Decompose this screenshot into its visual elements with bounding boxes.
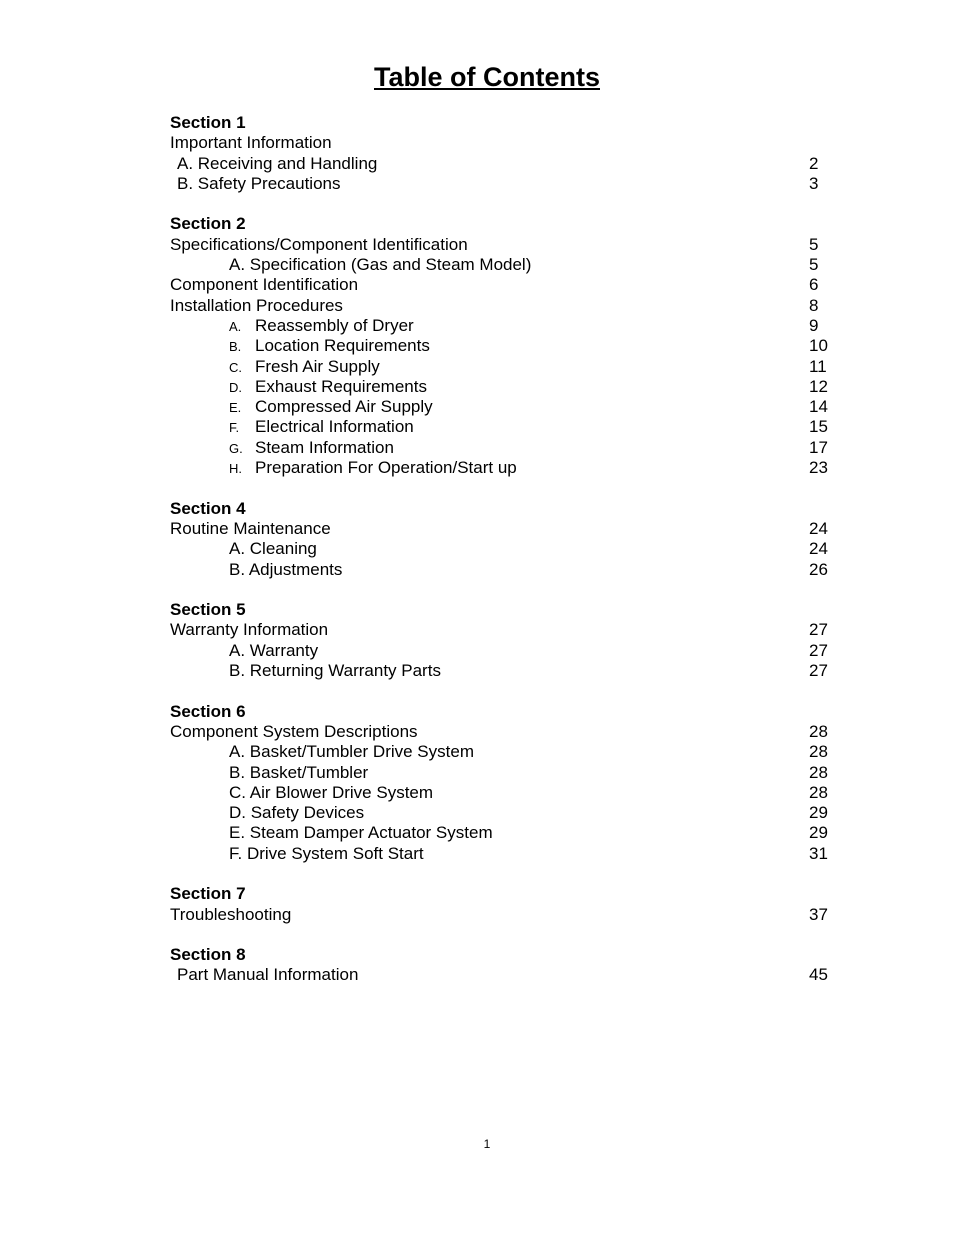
toc-entry-page-number: 9 (809, 315, 819, 335)
toc-entry-title: B. Adjustments (229, 559, 343, 579)
toc-entry-title: Compressed Air Supply (255, 397, 433, 417)
toc-entry-page-number: 28 (809, 742, 828, 762)
toc-entry-title: B. Basket/Tumbler (229, 762, 369, 782)
toc-entry (170, 560, 834, 580)
toc-entry-title: A. Cleaning (229, 539, 317, 559)
toc-entry-page-number: 27 (809, 661, 828, 681)
toc-entry-page-number: 27 (809, 640, 828, 660)
toc-entry-letter: C. (229, 359, 242, 375)
toc-entry-title: Specifications/Component Identification (170, 234, 468, 254)
toc-entry-title: A. Receiving and Handling (177, 153, 378, 173)
section-heading (170, 945, 834, 965)
toc-entry-title: Part Manual Information (177, 965, 359, 985)
toc-entry-letter: D. (229, 379, 242, 395)
toc-entry (170, 763, 834, 783)
toc-entry-page-number: 2 (809, 153, 819, 173)
toc-entry-letter: H. (229, 461, 242, 477)
section-heading-text: Section 5 (170, 600, 246, 620)
toc-entry (170, 255, 834, 275)
toc-entry (170, 783, 834, 803)
table-of-contents (170, 113, 834, 1006)
toc-entry-page-number: 15 (809, 417, 828, 437)
toc-entry (170, 620, 834, 640)
toc-entry-page-number: 28 (809, 762, 828, 782)
toc-entry-page-number: 10 (809, 336, 828, 356)
section-heading-text: Section 6 (170, 701, 246, 721)
toc-entry-title: Location Requirements (255, 336, 430, 356)
toc-entry (170, 844, 834, 864)
toc-entry-title: Routine Maintenance (170, 518, 331, 538)
toc-entry (170, 336, 834, 356)
section-heading-text: Section 4 (170, 498, 246, 518)
toc-entry (170, 275, 834, 295)
toc-entry-title: A. Specification (Gas and Steam Model) (229, 255, 532, 275)
toc-entry-page-number: 14 (809, 397, 828, 417)
toc-entry (170, 722, 834, 742)
section-heading (170, 600, 834, 620)
toc-entry-title: D. Safety Devices (229, 803, 365, 823)
toc-entry-page-number: 27 (809, 620, 828, 640)
toc-entry-page-number: 37 (809, 904, 828, 924)
toc-entry (170, 438, 834, 458)
toc-entry (170, 458, 834, 478)
toc-entry-page-number: 28 (809, 782, 828, 802)
section-heading (170, 499, 834, 519)
toc-entry-letter: G. (229, 440, 243, 456)
toc-entry-letter: F. (229, 420, 240, 436)
toc-entry (170, 377, 834, 397)
toc-entry-title: A. Warranty (229, 640, 319, 660)
toc-entry (170, 661, 834, 681)
toc-entry-title: Preparation For Operation/Start up (255, 458, 517, 478)
toc-entry-page-number: 31 (809, 843, 828, 863)
section-heading-text: Section 8 (170, 945, 246, 965)
toc-entry-title: Steam Information (255, 437, 394, 457)
toc-entry-letter: B. (229, 339, 242, 355)
toc-entry (170, 823, 834, 843)
toc-entry (170, 357, 834, 377)
toc-entry-page-number: 28 (809, 721, 828, 741)
toc-entry (170, 803, 834, 823)
toc-entry-page-number: 17 (809, 437, 828, 457)
toc-entry-title: Installation Procedures (170, 295, 343, 315)
toc-entry (170, 965, 834, 985)
section-heading (170, 884, 834, 904)
toc-entry-page-number: 29 (809, 823, 828, 843)
toc-entry-title: C. Air Blower Drive System (229, 782, 434, 802)
toc-entry (170, 905, 834, 925)
toc-entry (170, 316, 834, 336)
toc-section (170, 113, 834, 194)
toc-entry (170, 174, 834, 194)
toc-entry-letter: E. (229, 400, 242, 416)
toc-entry-title: F. Drive System Soft Start (229, 843, 424, 863)
toc-entry-page-number: 3 (809, 173, 819, 193)
section-heading (170, 113, 834, 133)
toc-entry-title: Exhaust Requirements (255, 376, 427, 396)
toc-entry-page-number: 45 (809, 965, 828, 985)
page-title: Table of Contents (374, 62, 600, 92)
section-heading-text: Section 1 (170, 113, 246, 132)
toc-entry-title: A. Basket/Tumbler Drive System (229, 742, 474, 762)
toc-section (170, 499, 834, 580)
toc-entry-title: B. Returning Warranty Parts (229, 661, 441, 681)
toc-entry (170, 742, 834, 762)
toc-entry-title: Troubleshooting (170, 904, 292, 924)
toc-section (170, 600, 834, 681)
toc-entry (170, 235, 834, 255)
toc-entry-page-number: 24 (809, 518, 828, 538)
toc-entry (170, 397, 834, 417)
toc-section (170, 214, 834, 478)
toc-entry-title: Important Information (170, 133, 332, 153)
toc-entry-title: Component System Descriptions (170, 721, 418, 741)
section-heading (170, 702, 834, 722)
toc-entry-page-number: 11 (809, 356, 827, 376)
toc-entry-page-number: 6 (809, 275, 819, 295)
toc-section (170, 945, 834, 986)
toc-entry (170, 519, 834, 539)
toc-entry-title: Fresh Air Supply (255, 356, 380, 376)
toc-entry (170, 417, 834, 437)
toc-entry-page-number: 5 (809, 255, 819, 275)
toc-entry-page-number: 23 (809, 458, 828, 478)
toc-entry-letter: A. (229, 318, 242, 334)
toc-section (170, 702, 834, 864)
toc-entry (170, 154, 834, 174)
toc-entry-title: B. Safety Precautions (177, 173, 341, 193)
section-heading (170, 214, 834, 234)
toc-entry-title: Component Identification (170, 275, 359, 295)
toc-entry-page-number: 29 (809, 803, 828, 823)
toc-section (170, 884, 834, 925)
toc-entry-title: E. Steam Damper Actuator System (229, 823, 493, 843)
toc-entry-page-number: 26 (809, 559, 828, 579)
toc-entry-page-number: 24 (809, 539, 828, 559)
section-heading-text: Section 2 (170, 214, 246, 234)
toc-entry-page-number: 8 (809, 295, 819, 315)
toc-entry (170, 539, 834, 559)
toc-entry (170, 296, 834, 316)
toc-entry-title: Electrical Information (255, 417, 414, 437)
toc-entry (170, 133, 834, 153)
toc-entry-page-number: 12 (809, 376, 828, 396)
page-number: 1 (483, 1137, 491, 1151)
toc-entry-title: Reassembly of Dryer (255, 315, 414, 335)
toc-entry-title: Warranty Information (170, 620, 329, 640)
section-heading-text: Section 7 (170, 884, 246, 904)
toc-entry-page-number: 5 (809, 234, 819, 254)
toc-entry (170, 641, 834, 661)
